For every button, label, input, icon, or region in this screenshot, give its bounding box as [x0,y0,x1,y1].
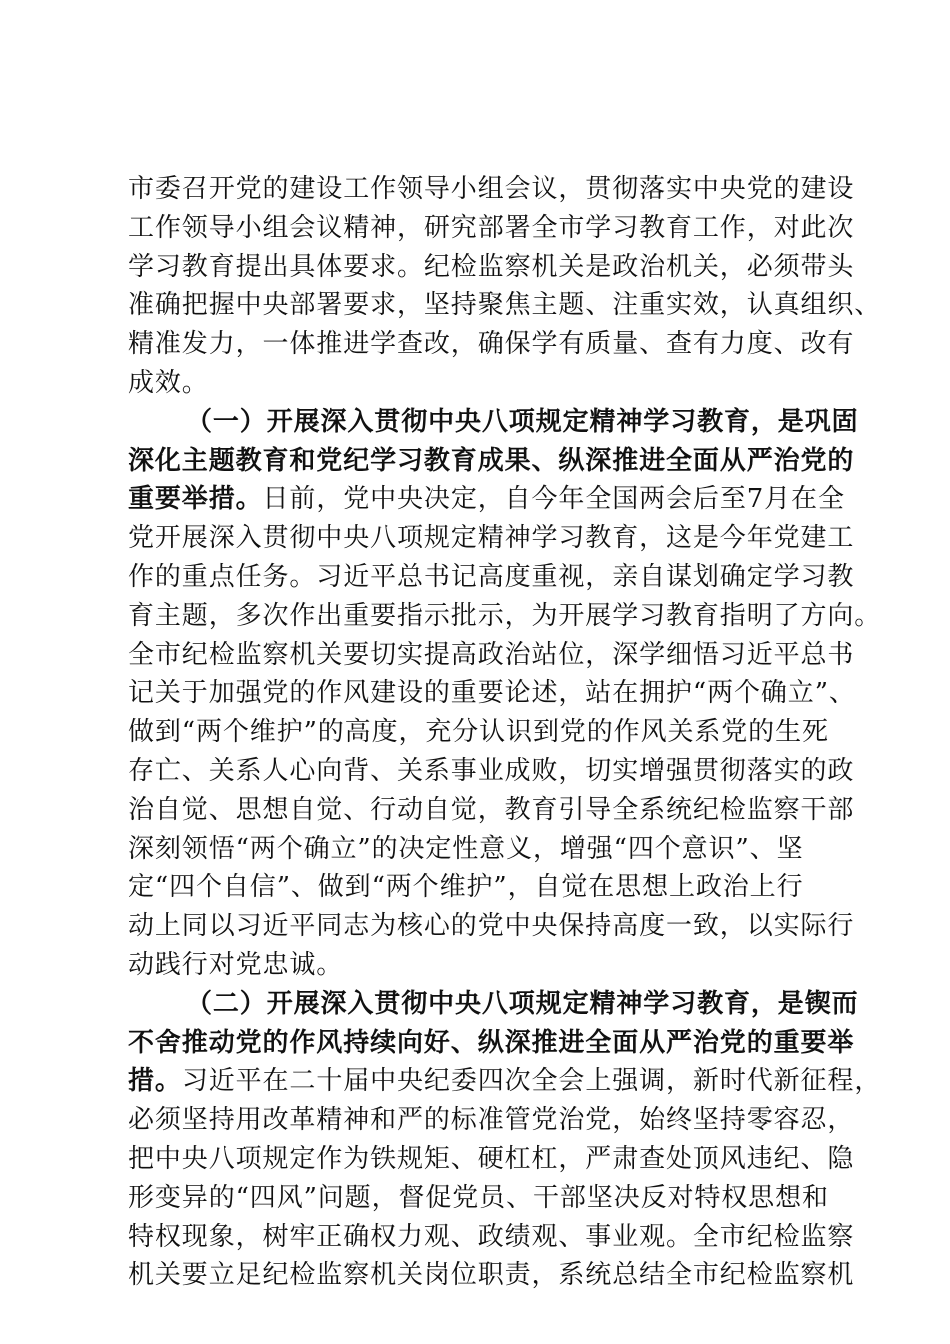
paragraph-1 [128,170,882,403]
paragraph-line: 做到“两个维护”的高度，充分认识到党的作风关系党的生死 [128,717,829,748]
paragraph-line: 作的重点任务。习近平总书记高度重视，亲自谋划确定学习教 [128,561,855,592]
paragraph-line: 记关于加强党的作风建设的重要论述，站在拥护“两个确立”、 [128,678,856,709]
section-heading-line: 深化主题教育和党纪学习教育成果、纵深推进全面从严治党的 [128,445,855,476]
paragraph-line: 工作领导小组会议精神，研究部署全市学习教育工作，对此次 [128,212,855,243]
mixed-line [128,480,845,519]
paragraph-line: 定“四个自信”、做到“两个维护”，自觉在思想上政治上行 [128,872,804,903]
paragraph-line: 精准发力，一体推进学查改，确保学有质量、查有力度、改有 [128,329,855,360]
paragraph-line: 深刻领悟“两个确立”的决定性意义，增强“四个意识”、坚 [128,833,804,864]
paragraph-line: 把中央八项规定作为铁规矩、硬杠杠，严肃查处顶风违纪、隐 [128,1143,855,1174]
paragraph-line: 动践行对党忠诚。 [128,949,344,980]
paragraph-line: 党开展深入贯彻中央八项规定精神学习教育，这是今年党建工 [128,523,855,554]
section-heading-end: 措。 [128,1066,182,1097]
paragraph-line: 准确把握中央部署要求，坚持聚焦主题、注重实效，认真组织、 [128,290,882,321]
section-heading-line: （二）开展深入贯彻中央八项规定精神学习教育，是锲而 [186,988,859,1019]
paragraph-line: 动上同以习近平同志为核心的党中央保持高度一致，以实际行 [128,911,855,942]
section-heading-line: （一）开展深入贯彻中央八项规定精神学习教育，是巩固 [186,406,859,437]
paragraph-line: 市委召开党的建设工作领导小组会议，贯彻落实中央党的建设 [128,174,855,204]
paragraph-text: 习近平在二十届中央纪委四次全会上强调，新时代新征程， [181,1066,882,1097]
mixed-line [128,1062,882,1101]
paragraph-3 [128,985,882,1295]
paragraph-line: 存亡、关系人心向背、关系事业成败，切实增强贯彻落实的政 [128,755,855,786]
paragraph-line: 形变异的“四风”问题，督促党员、干部坚决反对特权思想和 [128,1182,829,1213]
paragraph-line: 学习教育提出具体要求。纪检监察机关是政治机关，必须带头 [128,251,855,282]
paragraph-line: 成效。 [128,367,209,398]
paragraph-line: 机关要立足纪检监察机关岗位职责，系统总结全市纪检监察机 [128,1260,855,1291]
paragraph-line: 必须坚持用改革精神和严的标准管党治党，始终坚持零容忍， [128,1105,855,1136]
paragraph-line: 治自觉、思想自觉、行动自觉，教育引导全系统纪检监察干部 [128,794,855,825]
section-heading-end: 重要举措。 [128,484,263,515]
paragraph-line: 全市纪检监察机关要切实提高政治站位，深学细悟习近平总书 [128,639,855,670]
paragraph-line: 特权现象，树牢正确权力观、政绩观、事业观。全市纪检监察 [128,1221,855,1252]
paragraph-line: 育主题，多次作出重要指示批示，为开展学习教育指明了方向。 [128,600,882,631]
paragraph-2 [128,403,882,985]
paragraph-text: 日前，党中央决定，自今年全国两会后至7月在全 [262,484,845,515]
document-body [128,170,882,1295]
section-heading-line: 不舍推动党的作风持续向好、纵深推进全面从严治党的重要举 [128,1027,855,1058]
